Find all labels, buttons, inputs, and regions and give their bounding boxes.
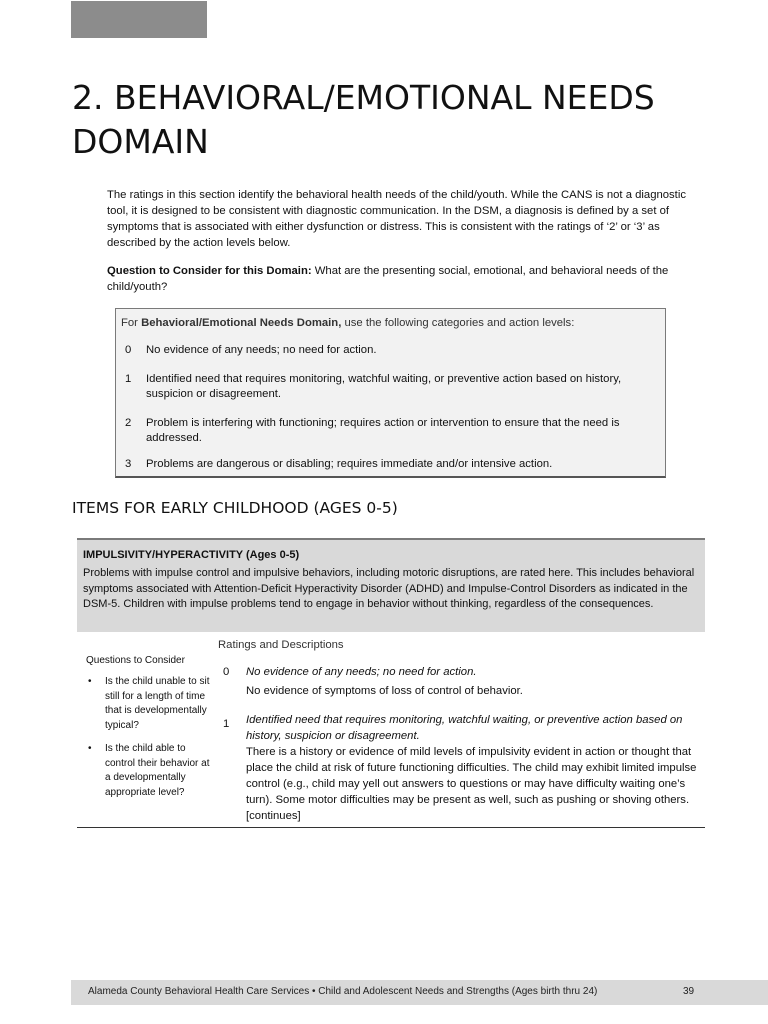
question-item	[86, 675, 211, 733]
domain-question-text: What are the presenting social, emotional, and behavioral needs of the child/youth?	[107, 265, 669, 293]
question-item	[86, 742, 211, 800]
action-level-text: No evidence of any needs; no need for action.	[146, 344, 377, 356]
action-level-text: Identified need that requires monitoring, watchful waiting, or preventive action based on history, suspicion or disagreement.	[146, 373, 622, 400]
levels-intro-bold: Behavioral/Emotional Needs Domain,	[141, 317, 342, 329]
rating-number: 0	[223, 666, 230, 678]
questions-label: Questions to Consider	[86, 655, 185, 666]
bullet-icon: •	[88, 676, 92, 687]
action-levels-intro	[121, 316, 574, 331]
footer-text: Alameda County Behavioral Health Care Services • Child and Adolescent Needs and Strengths (Ages birth thru 24)	[88, 986, 598, 997]
levels-intro-suffix: use the following categories and action levels:	[341, 317, 575, 329]
item-name: IMPULSIVITY/HYPERACTIVITY (Ages 0-5)	[83, 549, 300, 561]
question-text: Is the child able to control their behavior at a developmentally appropriate level?	[105, 743, 210, 798]
page-number: 39	[683, 986, 695, 997]
header-tab-block	[71, 1, 207, 38]
section-heading: ITEMS FOR EARLY CHILDHOOD (AGES 0-5)	[72, 499, 398, 517]
rating-body: No evidence of symptoms of loss of control of behavior.	[246, 685, 523, 697]
intro-paragraph: The ratings in this section identify the behavioral health needs of the child/youth. While the CANS is not a diagnostic tool, it is designed to be consistent with diagnostic communication. In the DSM, a diagnosis is defined by a set of symptoms that is associated with either dysfunction or distress. This is consistent with the ratings of ‘2’ or ‘3’ as described by the action levels below.	[107, 189, 686, 249]
action-level-number: 3	[125, 458, 132, 470]
action-level-number: 2	[125, 417, 132, 429]
questions-list	[86, 675, 211, 809]
rating-heading: Identified need that requires monitoring, watchful waiting, or preventive action based on history, suspicion or disagreement.	[246, 714, 683, 742]
bullet-icon: •	[88, 743, 92, 754]
action-levels-box	[115, 308, 666, 478]
domain-question-label: Question to Consider for this Domain:	[107, 265, 312, 277]
rating-body: There is a history or evidence of mild levels of impulsivity evident in action or thought that place the child at risk of future functioning difficulties. The child may exhibit limited impulse control (e.g., child may yell out answers to questions or may have difficulty waiting one’s turn). Some motor difficulties may be present as well, such as pushing or shoving others. [continues]	[246, 746, 697, 822]
ratings-label: Ratings and Descriptions	[218, 639, 344, 651]
action-level-text: Problem is interfering with functioning; requires action or intervention to ensure that the need is addressed.	[146, 417, 620, 444]
levels-intro-prefix: For	[121, 317, 142, 329]
page-footer	[71, 980, 768, 1005]
item-description: Problems with impulse control and impulsive behaviors, including motoric disruptions, are rated here. This includes behavioral symptoms associated with Attention-Deficit Hyperactivity Disorder (ADHD) and Impulse-Control Disorders as indicated in the DSM-5. Children with impulse problems tend to engage in behavior without thinking, regardless of the consequences.	[83, 567, 695, 610]
action-level-text: Problems are dangerous or disabling; requires immediate and/or intensive action.	[146, 458, 553, 470]
question-text: Is the child unable to sit still for a length of time that is developmentally typical?	[105, 676, 210, 731]
rating-heading: No evidence of any needs; no need for action.	[246, 666, 477, 678]
domain-question	[107, 263, 702, 295]
item-header-box	[77, 538, 705, 632]
page-title: 2. BEHAVIORAL/EMOTIONAL NEEDS DOMAIN	[72, 78, 655, 161]
action-level-number: 0	[125, 344, 132, 356]
rating-number: 1	[223, 718, 230, 730]
action-level-number: 1	[125, 373, 132, 385]
item-bottom-rule	[77, 827, 705, 828]
